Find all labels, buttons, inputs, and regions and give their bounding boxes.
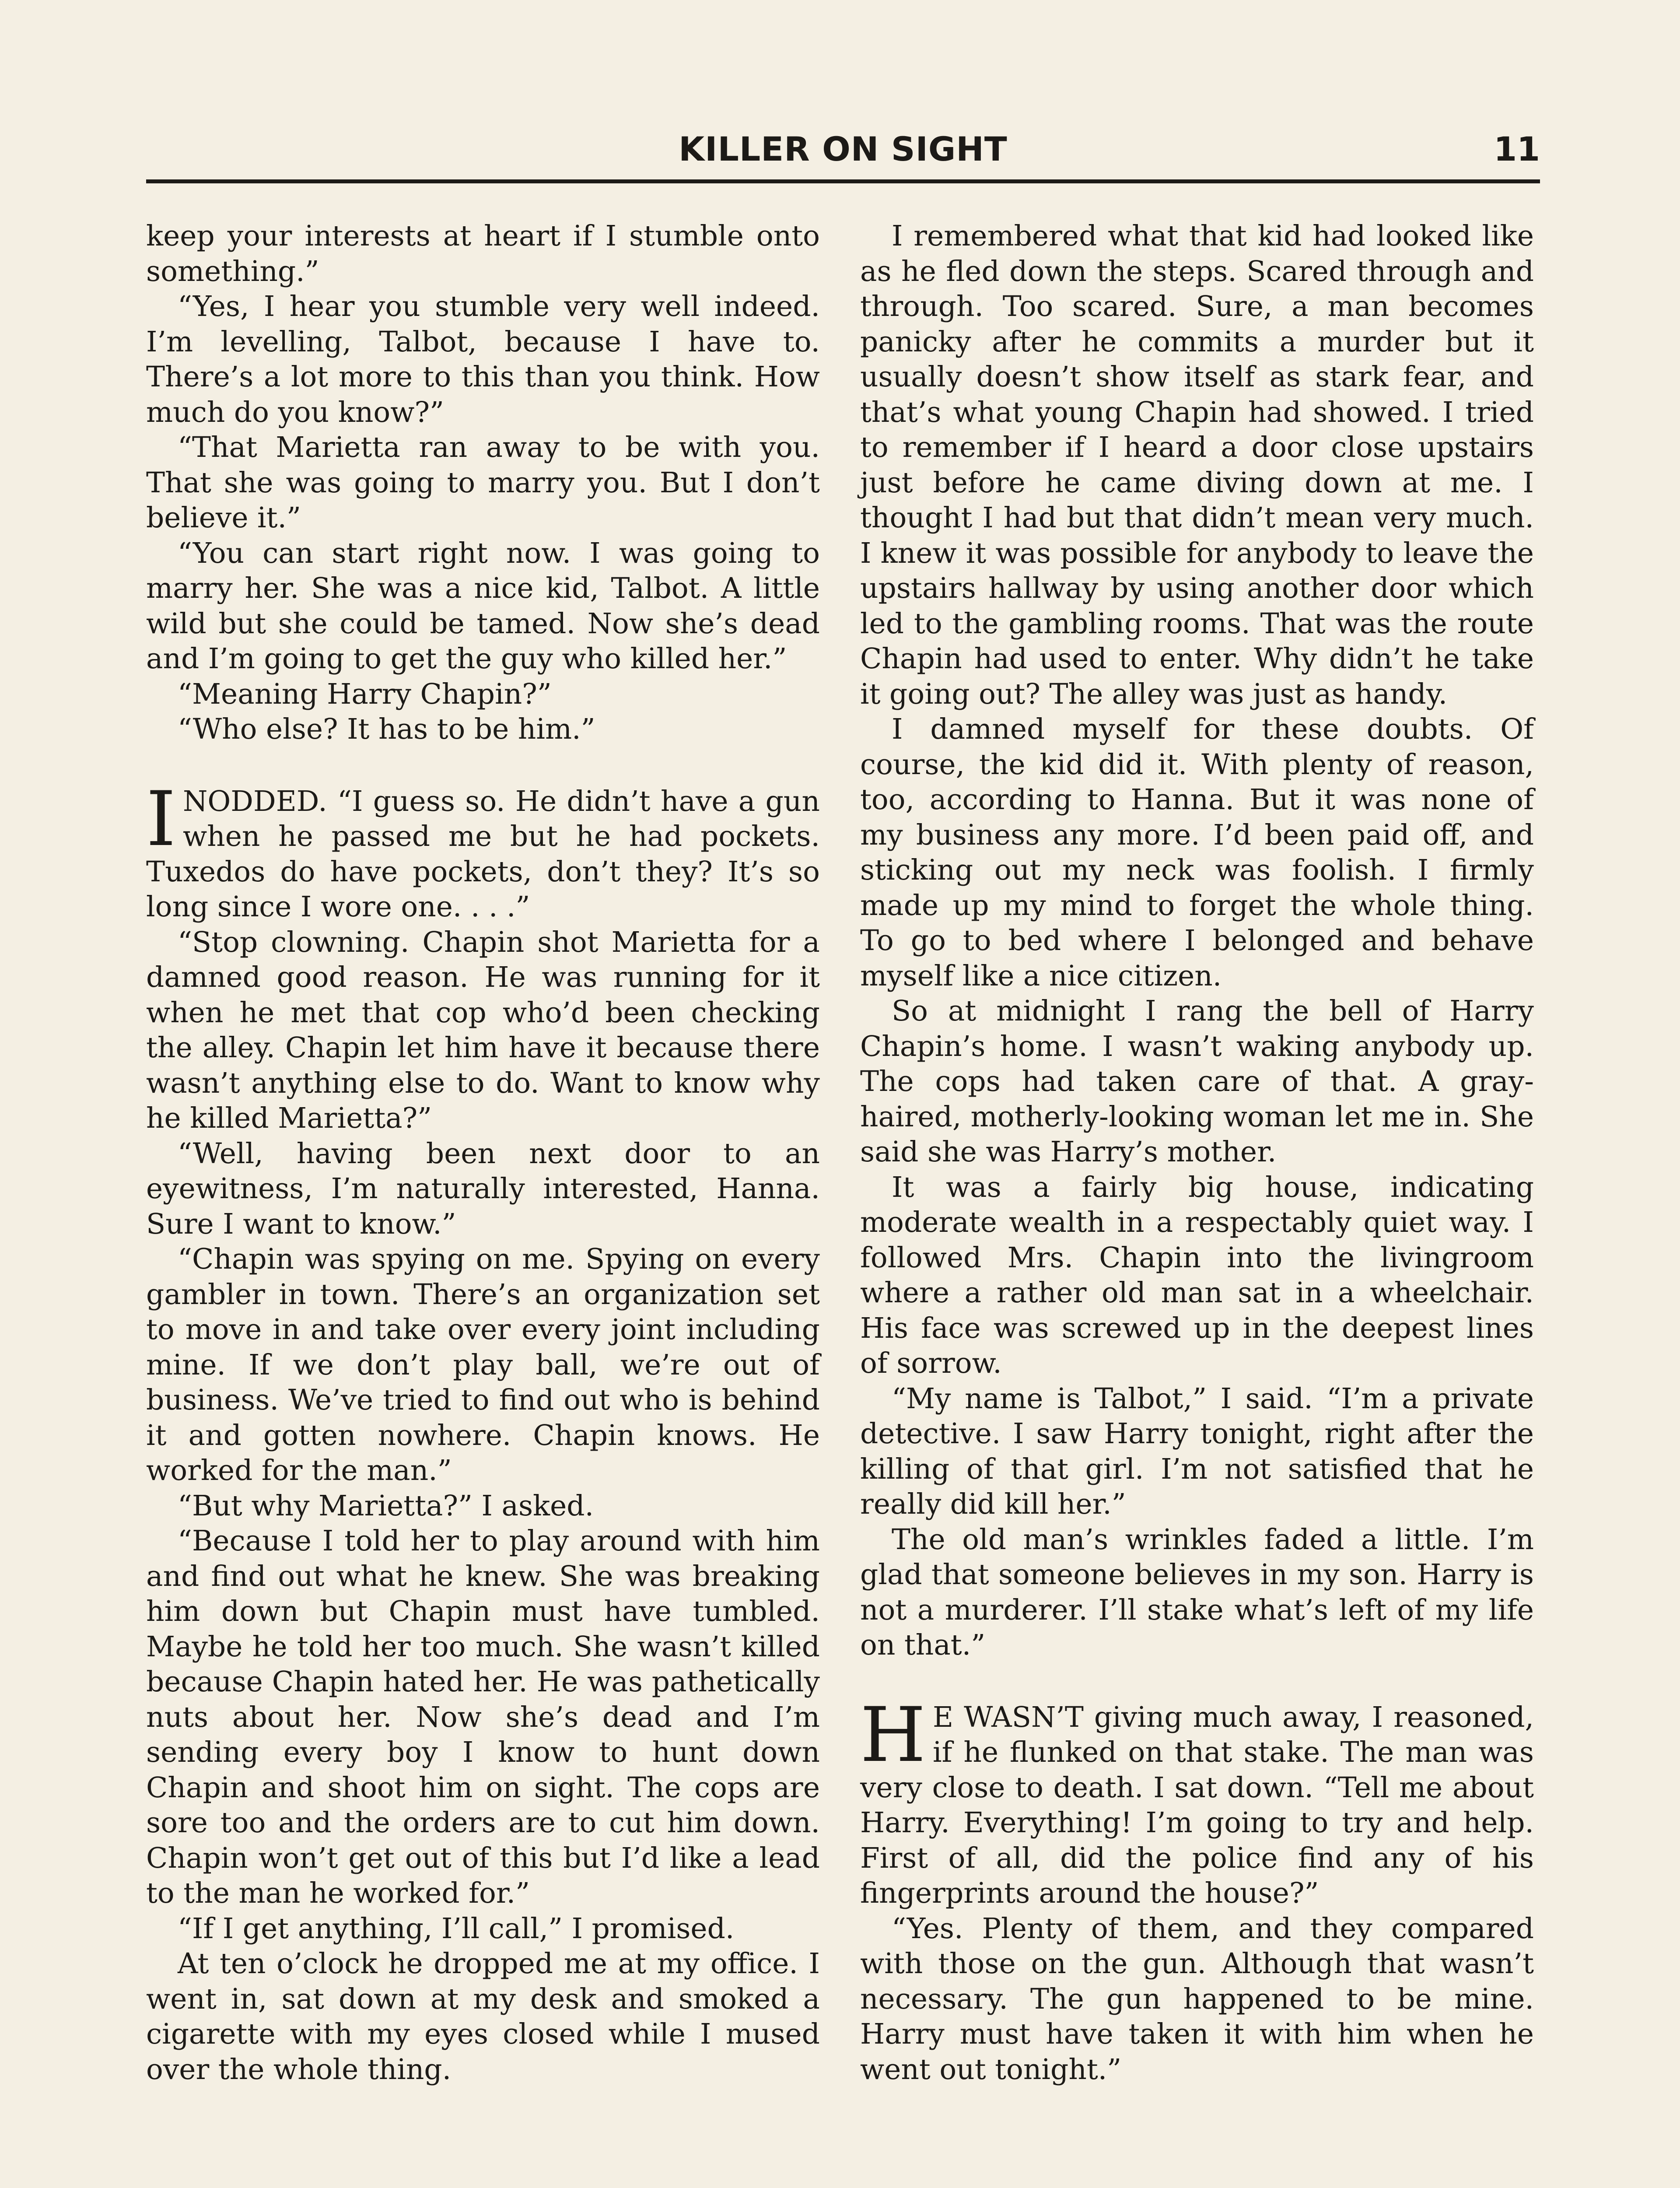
drop-cap: H: [860, 1690, 926, 1779]
paragraph: “You can start right now. I was going to marry her. She was a nice kid, Talbot. A little wild but she could be tamed. Now she’s dead and I’m going to get the guy who killed her.”: [146, 536, 820, 675]
story-title: KILLER ON SIGHT: [679, 130, 1008, 168]
paragraph: I remembered what that kid had looked like as he fled down the steps. Scared through and through. Too scared. Sure, a man becomes panicky after he commits a murder but it usually doesn’t show itself as stark fear, and that’s what young Chapin had showed. I tried to remember if I heard a door close upstairs just before he came diving down at me. I thought I had but that didn’t mean very much. I knew it was possible for anybody to leave the upstairs hallway by using another door which led to the gambling rooms. That was the route Chapin had used to enter. Why didn’t he take it going out? The alley was just as handy.: [860, 220, 1534, 711]
paragraph: The old man’s wrinkles faded a little. I’m glad that someone believes in my son. Harry is not a murderer. I’ll stake what’s left of my life on that.”: [860, 1523, 1534, 1662]
right-column: [860, 219, 1534, 2087]
paragraph-text: E WASN’T giving much away, I reasoned, if he flunked on that stake. The man was very close to death. I sat down. “Tell me about Harry. Everything! I’m going to try and help. First of all, did the police find any of his fingerprints around the house?”: [860, 1701, 1534, 1910]
paragraph: “Yes, I hear you stumble very well indeed. I’m levelling, Talbot, because I have to. There’s a lot more to this than you think. How much do you know?”: [146, 290, 820, 429]
page-number: 11: [1494, 130, 1540, 168]
paragraph: “If I get anything, I’ll call,” I promised.: [178, 1912, 735, 1945]
section-opening-paragraph: [860, 1690, 1534, 1911]
paragraph: It was a fairly big house, indicating moderate wealth in a respectably quiet way. I followed Mrs. Chapin into the livingroom where a rather old man sat in a wheelchair. His face was screwed up in the deepest lines of sorrow.: [860, 1171, 1534, 1380]
paragraph-text: NODDED. “I guess so. He didn’t have a gun when he passed me but he had pockets. Tuxedos do have pockets, don’t they? It’s so long since I wore one. . . .”: [146, 785, 820, 923]
paragraph: “My name is Talbot,” I said. “I’m a private detective. I saw Harry tonight, right after the killing of that girl. I’m not satisfied that he really did kill her.”: [860, 1382, 1534, 1521]
paragraph: keep your interests at heart if I stumble onto something.”: [146, 220, 820, 288]
paragraph: “Well, having been next door to an eyewitness, I’m naturally interested, Hanna. Sure I want to know.”: [146, 1137, 820, 1241]
paragraph: “Stop clowning. Chapin shot Marietta for a damned good reason. He was running for it when he met that cop who’d been checking the alley. Chapin let him have it because there wasn’t anything else to do. Want to know why he killed Marietta?”: [146, 926, 820, 1135]
paragraph: I damned myself for these doubts. Of course, the kid did it. With plenty of reason, too, according to Hanna. But it was none of my business any more. I’d been paid off, and sticking out my neck was foolish. I firmly made up my mind to forget the whole thing. To go to bed where I belonged and behave myself like a nice citizen.: [860, 713, 1534, 992]
header-rule: [146, 179, 1540, 183]
paragraph: “That Marietta ran away to be with you. That she was going to marry you. But I don’t believe it.”: [146, 431, 820, 534]
running-header: [146, 127, 1540, 175]
paragraph: “Who else? It has to be him.”: [178, 713, 595, 746]
paragraph: “Yes. Plenty of them, and they compared with those on the gun. Although that wasn’t necessary. The gun happened to be mine. Harry must have taken it with him when he went out tonight.”: [860, 1912, 1534, 2086]
drop-cap: I: [146, 775, 176, 863]
section-opening-paragraph: [146, 775, 820, 925]
paragraph: “But why Marietta?” I asked.: [178, 1489, 594, 1522]
paragraph: At ten o’clock he dropped me at my office. I went in, sat down at my desk and smoked a cigarette with my eyes closed while I mused over the whole thing.: [146, 1947, 820, 2086]
paragraph: “Because I told her to play around with him and find out what he knew. She was breaking him down but Chapin must have tumbled. Maybe he told her too much. She wasn’t killed because Chapin hated her. He was pathetically nuts about her. Now she’s dead and I’m sending every boy I know to hunt down Chapin and shoot him on sight. The cops are sore too and the orders are to cut him down. Chapin won’t get out of this but I’d like a lead to the man he worked for.”: [146, 1525, 820, 1910]
paragraph: “Meaning Harry Chapin?”: [178, 677, 552, 711]
paragraph: “Chapin was spying on me. Spying on every gambler in town. There’s an organization set to move in and take over every joint including mine. If we don’t play ball, we’re out of business. We’ve tried to find out who is behind it and gotten nowhere. Chapin knows. He worked for the man.”: [146, 1243, 820, 1487]
paragraph: So at midnight I rang the bell of Harry Chapin’s home. I wasn’t waking anybody up. The cops had taken care of that. A gray-haired, motherly-looking woman let me in. She said she was Harry’s mother.: [860, 995, 1534, 1168]
left-column: [146, 219, 820, 2087]
